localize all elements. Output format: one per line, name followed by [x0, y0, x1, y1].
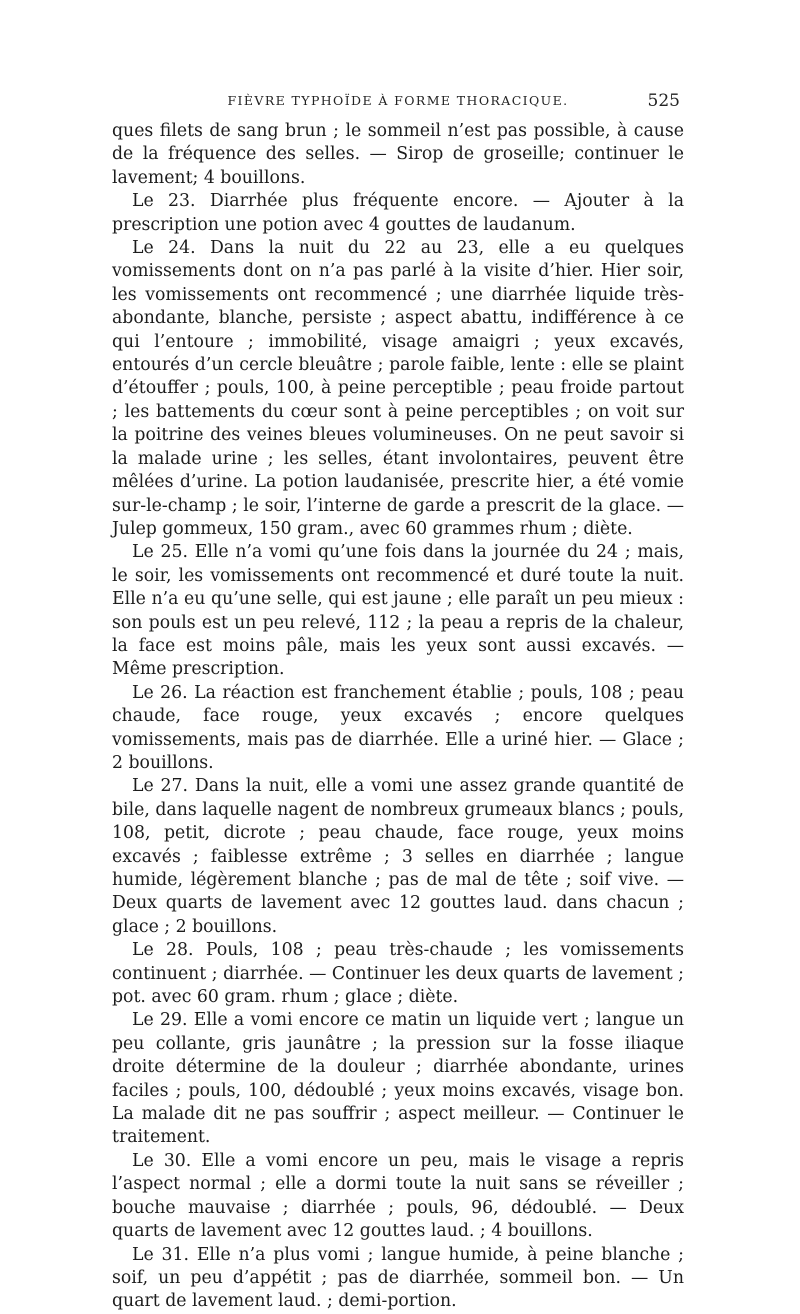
paragraph-day-28: Le 28. Pouls, 108 ; peau très-chaude ; les vomissements continuent ; diarrhée. — Continuer les deux quarts de lavement ; pot. avec 60 gram. rhum ; glace ; diète. — [112, 940, 684, 1008]
paragraph-day-26: Le 26. La réaction est franchement établie ; pouls, 108 ; peau chaude, face rouge, yeux excavés ; encore quelques vomissements, mais pas de diarrhée. Elle a uriné hier. — Glace ; 2 bouillons. — [112, 682, 684, 773]
paragraph-day-23: Le 23. Diarrhée plus fréquente encore. — Ajouter à la prescription une potion avec 4 gouttes de laudanum. — [112, 191, 684, 235]
paragraph-day-24: Le 24. Dans la nuit du 22 au 23, elle a eu quelques vomissements dont on n’a pas parlé à la visite d’hier. Hier soir, les vomissements ont recommencé ; une diarrhée liquide très-abondante, blanche, persiste ; aspect abattu, indifférence à ce qui l’entoure ; immobilité, visage amaigri ; yeux excavés, entourés d’un cercle bleuâtre ; parole faible, lente : elle se plaint d’étouffer ; pouls, 100, à peine perceptible ; peau froide partout ; les battements du cœur sont à peine perceptibles ; on voit sur la poitrine des veines bleues volumineuses. On ne peut savoir si la malade urine ; les selles, étant involontaires, peuvent être mêlées d’urine. La potion laudanisée, prescrite hier, a été vomie sur-le-champ ; le soir, l’interne de garde a prescrit de la glace. — Julep gommeux, 150 gram., avec 60 grammes rhum ; diète. — [112, 238, 684, 539]
body-text — [112, 120, 684, 1314]
paragraph-continuation: ques filets de sang brun ; le sommeil n’est pas possible, à cause de la fréquence des selles. — Sirop de groseille; continuer le lavement; 4 bouillons. — [112, 121, 684, 188]
paragraph-day-31: Le 31. Elle n’a plus vomi ; langue humide, à peine blanche ; soif, un peu d’appétit ; pas de diarrhée, sommeil bon. — Un quart de lavement laud. ; demi-portion. — [112, 1244, 684, 1312]
paragraph-day-30: Le 30. Elle a vomi encore un peu, mais le visage a repris l’aspect normal ; elle a dormi toute la nuit sans se réveiller ; bouche mauvaise ; diarrhée ; pouls, 96, dédoublé. — Deux quarts de lavement avec 12 gouttes laud. ; 4 bouillons. — [112, 1150, 684, 1242]
running-title: FIÈVRE TYPHOÏDE À FORME THORACIQUE. — [227, 93, 569, 108]
running-head — [112, 93, 684, 117]
paragraph-day-25: Le 25. Elle n’a vomi qu’une fois dans la journée du 24 ; mais, le soir, les vomissements ont recommencé et duré toute la nuit. Elle n’a eu qu’une selle, qui est jaune ; elle paraît un peu mieux : son pouls est un peu relevé, 112 ; la peau a repris de la chaleur, la face est moins pâle, mais les yeux sont aussi excavés. — Même prescription. — [112, 542, 684, 680]
paragraph-day-27: Le 27. Dans la nuit, elle a vomi une assez grande quantité de bile, dans laquelle nagent de nombreux grumeaux blancs ; pouls, 108, petit, dicrote ; peau chaude, face rouge, yeux moins excavés ; faiblesse extrême ; 3 selles en diarrhée ; langue humide, légèrement blanche ; pas de mal de tête ; soif vive. — Deux quarts de lavement avec 12 gouttes laud. dans chacun ; glace ; 2 bouillons. — [112, 776, 684, 937]
paragraph-day-29: Le 29. Elle a vomi encore ce matin un liquide vert ; langue un peu collante, gris jaunâtre ; la pression sur la fosse iliaque droite détermine de la douleur ; diarrhée abondante, urines faciles ; pouls, 100, dédoublé ; yeux moins excavés, visage bon. La malade dit ne pas souffrir ; aspect meilleur. — Continuer le traitement. — [112, 1010, 684, 1148]
page-number: 525 — [647, 91, 680, 111]
